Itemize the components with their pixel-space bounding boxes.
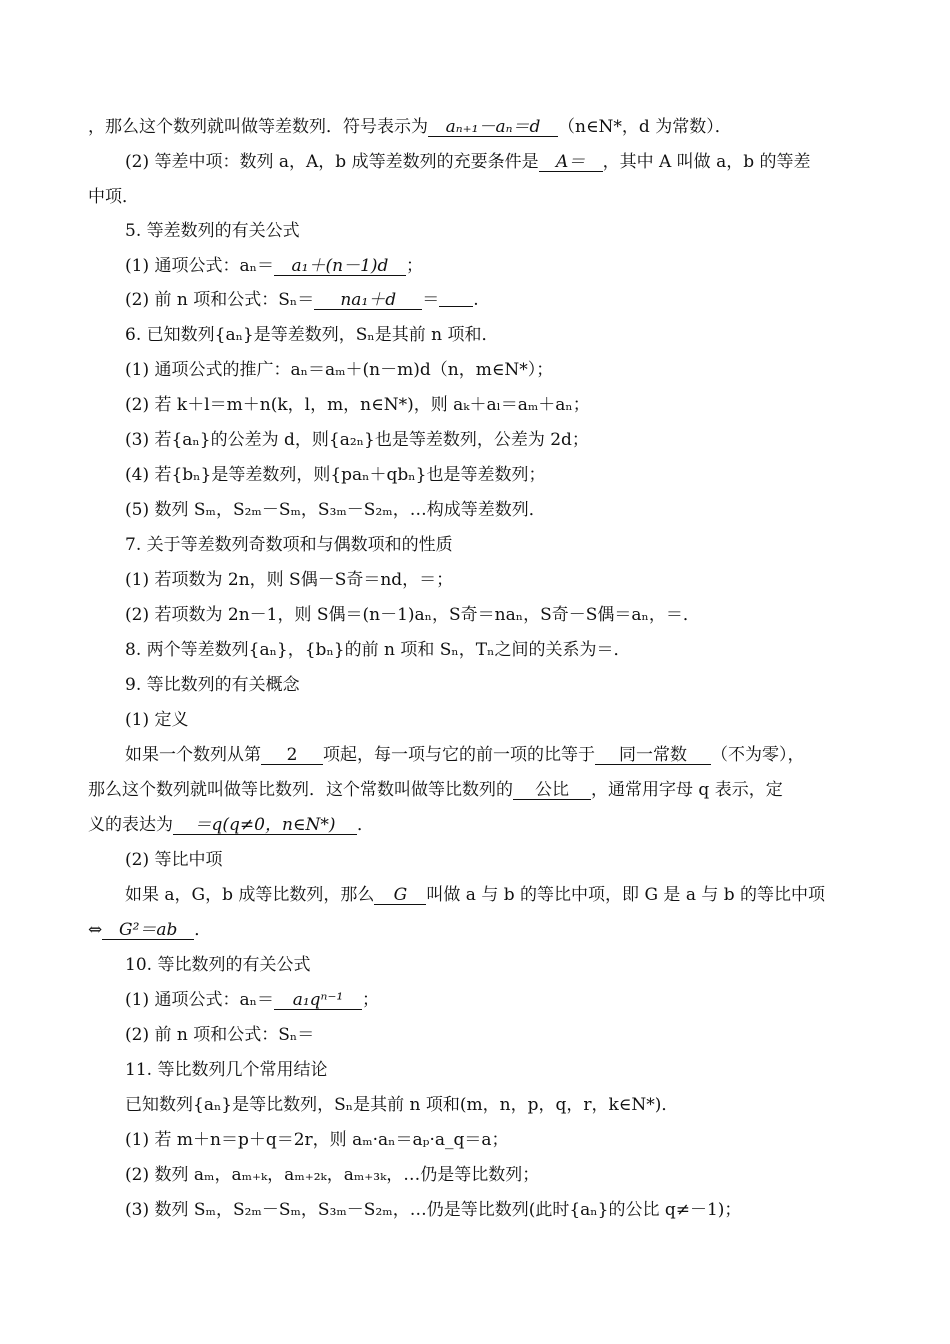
line-text: ． (357, 815, 374, 835)
text-line: (2) 前 n 项和公式：Sₙ＝ (125, 1025, 315, 1045)
line-text: ，其中 A 叫做 a，b 的等差 (602, 152, 811, 172)
text-line: (1) 定义 (125, 710, 189, 730)
line-text: (1) 通项公式：aₙ＝ (125, 256, 274, 276)
line-text: 那么这个数列就叫做等比数列．这个常数叫做等比数列的 (88, 780, 513, 800)
section-heading: 8. 两个等差数列{aₙ}，{bₙ}的前 n 项和 Sₙ，Tₙ之间的关系为＝． (125, 640, 631, 660)
text-line (125, 884, 864, 906)
fill-answer: a₁qⁿ⁻¹ (274, 991, 362, 1010)
text-line: (2) 前 n 项和公式：Sₙ＝ na₁＋d ＝ . (125, 290, 479, 310)
text-line: (2) 若 k＋l＝m＋n(k，l，m，n∈N*)，则 aₖ＋aₗ＝aₘ＋aₙ； (125, 395, 590, 415)
text-line: (1) 若项数为 2n，则 S偶－S奇＝nd，＝； (125, 570, 454, 590)
line-text: (2) 前 n 项和公式：Sₙ＝ (125, 290, 315, 310)
line-text: 叫做 a 与 b 的等比中项，即 G 是 a 与 b 的等比中项 (426, 885, 826, 905)
text-line: 中项． (88, 187, 139, 207)
line-text: ，通常用字母 q 表示，定 (591, 780, 783, 800)
text-line (88, 116, 864, 138)
fill-answer: na₁＋d (314, 291, 422, 310)
text-line: (3) 数列 Sₘ，S₂ₘ－Sₘ，S₃ₘ－S₂ₘ，…仍是等比数列(此时{aₙ}的公比 q≠－1)； (125, 1200, 742, 1220)
line-text: 如果一个数列从第 (125, 745, 261, 765)
fill-answer: G²＝ab (102, 921, 194, 940)
line-text: ； (405, 256, 423, 276)
section-heading: 10. 等比数列的有关公式 (125, 955, 311, 975)
line-text: （不为零）， (711, 745, 805, 765)
text-line: (2) 等比中项 (125, 850, 223, 870)
text-line (125, 744, 864, 766)
text-line: 已知数列{aₙ}是等比数列，Sₙ是其前 n 项和(m，n，p，q，r，k∈N*)． (125, 1095, 679, 1115)
text-line: (2) 数列 aₘ，aₘ₊ₖ，aₘ₊₂ₖ，aₘ₊₃ₖ，…仍是等比数列； (125, 1165, 540, 1185)
text-line: (5) 数列 Sₘ，S₂ₘ－Sₘ，S₃ₘ－S₂ₘ，…构成等差数列． (125, 500, 546, 520)
fill-answer: ＝q(q≠0，n∈N*) (173, 816, 357, 835)
line-text: ． (194, 920, 212, 940)
line-text: 义的表达为 (88, 815, 173, 835)
section-heading: 5. 等差数列的有关公式 (125, 221, 300, 241)
text-line: (1) 若 m＋n＝p＋q＝2r，则 aₘ·aₙ＝aₚ·a_q＝a； (125, 1130, 509, 1150)
text-line (88, 814, 864, 836)
section-heading: 7. 关于等差数列奇数项和与偶数项和的性质 (125, 535, 453, 555)
text-line (125, 255, 864, 277)
blank-line (439, 290, 473, 307)
line-text: (1) 通项公式：aₙ＝ (125, 990, 274, 1010)
line-text: ，那么这个数列就叫做等差数列．符号表示为 (88, 117, 428, 137)
fill-answer: 公比 (513, 781, 591, 800)
fill-answer: a₁＋(n－1)d (274, 257, 406, 276)
line-text: ； (361, 990, 379, 1010)
text-line (88, 919, 864, 941)
fill-answer: A＝ (539, 153, 603, 172)
text-line: (4) 若{bₙ}是等差数列，则{paₙ＋qbₙ}也是等差数列； (125, 465, 546, 485)
fill-answer: 同一常数 (595, 746, 711, 765)
text-line: (2) 若项数为 2n－1，则 S偶＝(n－1)aₙ，S奇＝naₙ，S奇－S偶＝aₙ，＝． (125, 605, 700, 625)
text-line (88, 779, 864, 801)
text-line: (3) 若{aₙ}的公差为 d，则{a₂ₙ}也是等差数列，公差为 2d； (125, 430, 589, 450)
section-heading: 6. 已知数列{aₙ}是等差数列，Sₙ是其前 n 项和． (125, 325, 499, 345)
fill-answer: 2 (261, 746, 323, 765)
fill-answer: G (374, 886, 426, 905)
line-text: 项起，每一项与它的前一项的比等于 (323, 745, 595, 765)
line-text: (2) 等差中项：数列 a，A，b 成等差数列的充要条件是 (125, 152, 539, 172)
fill-answer: aₙ₊₁－aₙ＝d (428, 118, 558, 137)
text-line (125, 151, 864, 173)
line-text: ＝ (422, 290, 440, 310)
line-text: （n∈N*，d 为常数）． (558, 117, 732, 137)
section-heading: 9. 等比数列的有关概念 (125, 675, 300, 695)
text-line: (1) 通项公式的推广：aₙ＝aₘ＋(n－m)d（n，m∈N*）； (125, 360, 554, 380)
section-heading: 11. 等比数列几个常用结论 (125, 1060, 328, 1080)
text-line (125, 989, 864, 1011)
line-text: ⇔ (88, 920, 103, 940)
line-text: 如果 a，G，b 成等比数列，那么 (125, 885, 375, 905)
